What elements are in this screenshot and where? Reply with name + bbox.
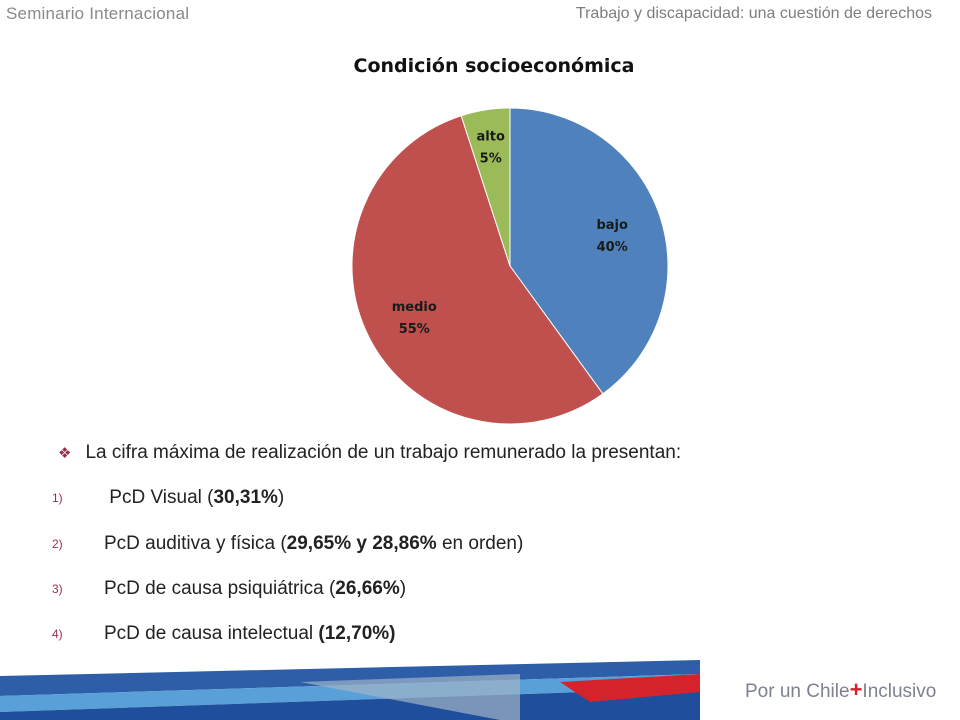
slice-category-label: alto xyxy=(476,129,505,145)
slice-percent-label: 55% xyxy=(398,321,430,337)
slice-percent-label: 40% xyxy=(596,239,628,255)
logo-text-end: Inclusivo xyxy=(862,681,937,702)
list-number: 1) xyxy=(52,490,63,505)
list-number: 3) xyxy=(52,581,63,596)
list-item xyxy=(52,578,406,600)
list-text: PcD de causa psiquiátrica ( xyxy=(104,578,336,599)
list-item xyxy=(52,623,396,645)
chart-title: Condición socioeconómica xyxy=(353,55,635,77)
list-item xyxy=(52,487,284,509)
list-text: PcD auditiva y física ( xyxy=(104,533,287,554)
list-text-end: en orden) xyxy=(436,533,524,554)
list-item xyxy=(52,533,523,555)
list-text-end: ) xyxy=(277,487,285,508)
list-value: 30,31% xyxy=(213,487,278,508)
inclusive-chile-logo xyxy=(745,677,936,703)
slice-category-label: medio xyxy=(391,299,437,315)
slice-category-label: bajo xyxy=(596,217,628,233)
list-text: PcD de causa intelectual xyxy=(104,623,319,644)
bullet-text: La cifra máxima de realización de un trabajo remunerado la presentan: xyxy=(85,442,682,463)
list-value: 29,65% y 28,86% xyxy=(286,533,437,554)
bullet-statement xyxy=(58,442,681,464)
list-text: PcD Visual ( xyxy=(104,487,214,508)
list-value: 26,66% xyxy=(335,578,400,599)
logo-text: Por un Chile xyxy=(745,681,850,702)
list-number: 4) xyxy=(52,626,63,641)
seminar-subtitle: Trabajo y discapacidad: una cuestión de derechos xyxy=(575,5,932,22)
diamond-bullet-icon: ❖ xyxy=(58,445,72,462)
slice-percent-label: 5% xyxy=(479,151,502,167)
list-number: 2) xyxy=(52,536,63,551)
seminar-header: Seminario Internacional xyxy=(6,4,190,23)
pie-chart xyxy=(340,96,680,436)
list-text-end: ) xyxy=(399,578,407,599)
red-cross-icon: + xyxy=(849,677,863,702)
list-value: (12,70%) xyxy=(318,623,396,644)
footer-stripes xyxy=(0,652,700,720)
